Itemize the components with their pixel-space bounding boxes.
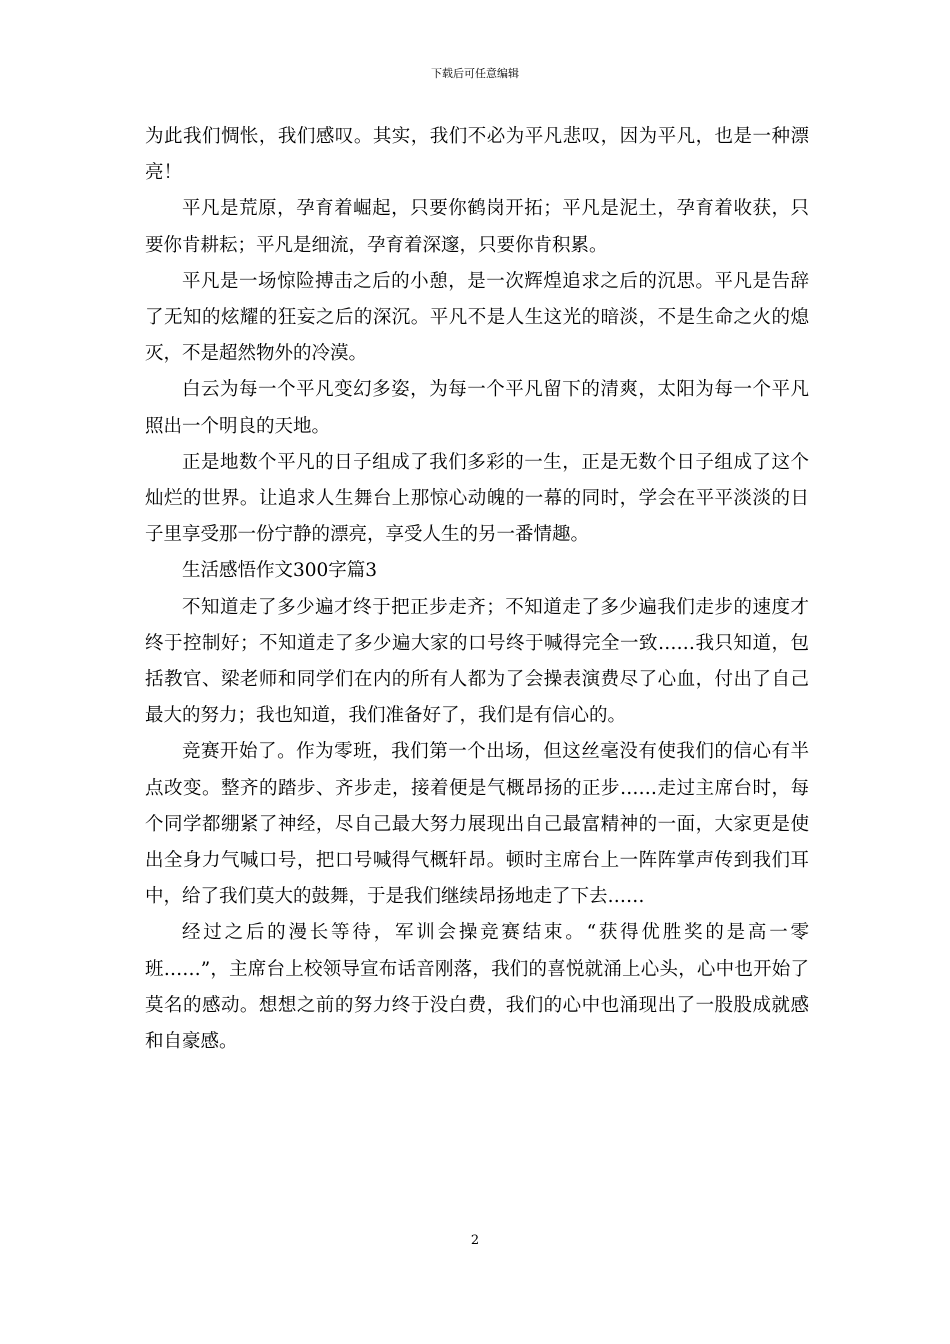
section-heading: 生活感悟作文300字篇3 <box>182 560 378 582</box>
page-header: 下载后可任意编辑 <box>431 67 519 80</box>
paragraph: 白云为每一个平凡变幻多姿，为每一个平凡留下的清爽，太阳为每一个平凡照出一个明良的天地。 <box>145 379 809 437</box>
paragraph: 平凡是荒原，孕育着崛起，只要你鹤岗开拓；平凡是泥土，孕育着收获，只要你肯耕耘；平凡是细流，孕育着深邃，只要你肯积累。 <box>145 198 809 256</box>
page-number: 2 <box>470 1233 480 1248</box>
document-body <box>145 119 809 1060</box>
paragraph: 竞赛开始了。作为零班，我们第一个出场，但这丝毫没有使我们的信心有半点改变。整齐的踏步、齐步走，接着便是气概昂扬的正步……走过主席台时，每个同学都绷紧了神经，尽自己最大努力展现出自己最富精神的一面，大家更是使出全身力气喊口号，把口号喊得气概轩昂。顿时主席台上一阵阵掌声传到我们耳中，给了我们莫大的鼓舞，于是我们继续昂扬地走了下去…… <box>145 741 809 908</box>
paragraph: 不知道走了多少遍才终于把正步走齐；不知道走了多少遍我们走步的速度才终于控制好；不知道走了多少遍大家的口号终于喊得完全一致……我只知道，包括教官、梁老师和同学们在内的所有人都为了会操表演费尽了心血，付出了自己最大的努力；我也知道，我们准备好了，我们是有信心的。 <box>145 596 809 727</box>
paragraph: 平凡是一场惊险搏击之后的小憩，是一次辉煌追求之后的沉思。平凡是告辞了无知的炫耀的狂妄之后的深沉。平凡不是人生这光的暗淡，不是生命之火的熄灭，不是超然物外的冷漠。 <box>145 270 809 365</box>
paragraph: 经过之后的漫长等待，军训会操竞赛结束。“获得优胜奖的是高一零班……”，主席台上校领导宣布话音刚落，我们的喜悦就涌上心头，心中也开始了莫名的感动。想想之前的努力终于没白费，我们的心中也涌现出了一股股成就感和自豪感。 <box>145 922 809 1053</box>
paragraph-continued: 为此我们惆怅，我们感叹。其实，我们不必为平凡悲叹，因为平凡，也是一种漂亮！ <box>145 126 809 184</box>
paragraph: 正是地数个平凡的日子组成了我们多彩的一生，正是无数个日子组成了这个灿烂的世界。让追求人生舞台上那惊心动魄的一幕的同时，学会在平平淡淡的日子里享受那一份宁静的漂亮，享受人生的另一番情趣。 <box>145 451 809 546</box>
